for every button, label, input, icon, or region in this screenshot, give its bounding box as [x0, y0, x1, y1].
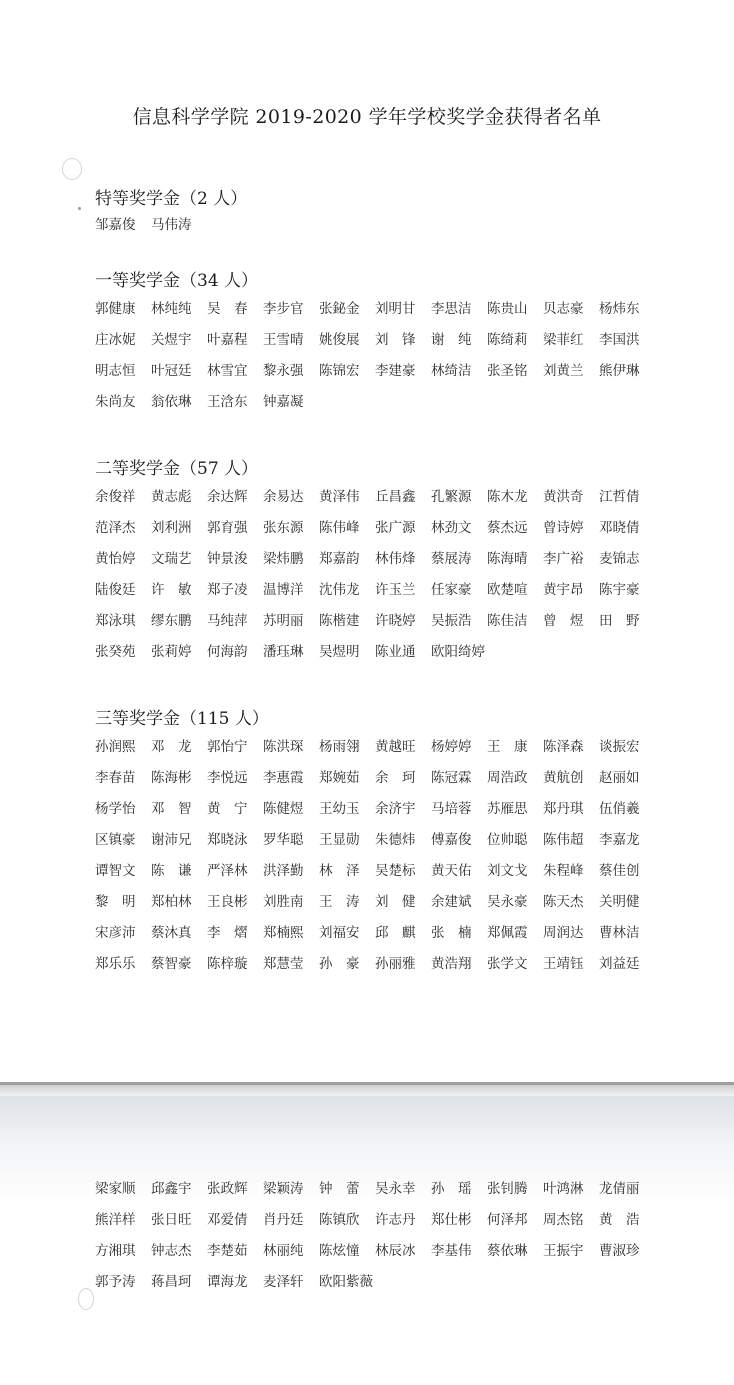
awardee-name: 陈楷建 — [319, 613, 360, 629]
awardee-name: 刘胜南 — [263, 894, 304, 910]
section-special — [95, 187, 655, 246]
awardee-name: 王振宇 — [543, 1243, 584, 1259]
awardee-name: 王良彬 — [207, 894, 248, 910]
awardee-name: 曹淑珍 — [599, 1243, 640, 1259]
awardee-name: 钟志杰 — [151, 1243, 192, 1259]
awardee-name: 李嘉龙 — [599, 832, 640, 848]
awardee-name: 麦泽轩 — [263, 1274, 304, 1290]
awardee-name: 刘益廷 — [599, 956, 640, 972]
awardee-name: 许晓婷 — [375, 613, 416, 629]
awardee-name: 吴永幸 — [375, 1181, 416, 1197]
awardee-name: 郑泳琪 — [95, 613, 136, 629]
awardee-name: 郭健康 — [95, 301, 136, 317]
awardee-name: 邓 智 — [151, 801, 192, 817]
awardee-name: 张莉婷 — [151, 644, 192, 660]
awardee-name: 黄洪奇 — [543, 489, 584, 505]
awardee-name: 张日旺 — [151, 1212, 192, 1228]
awardee-name: 马伟涛 — [151, 217, 192, 233]
awardee-name: 谢 纯 — [431, 332, 472, 348]
awardee-name: 陆俊廷 — [95, 582, 136, 598]
awardee-name: 蔡沐真 — [151, 925, 192, 941]
awardee-name: 龙倩丽 — [599, 1181, 640, 1197]
awardee-name: 欧楚喧 — [487, 582, 528, 598]
name-list — [95, 737, 655, 985]
document-title: 信息科学学院 2019-2020 学年学校奖学金获得者名单 — [132, 106, 602, 128]
awardee-name: 罗华聪 — [263, 832, 304, 848]
awardee-name: 贝志豪 — [543, 301, 584, 317]
awardee-name: 陈宇豪 — [599, 582, 640, 598]
awardee-name: 钟景浚 — [207, 551, 248, 567]
punch-hole-mark — [78, 1288, 94, 1310]
awardee-name: 钟 蕾 — [319, 1181, 360, 1197]
awardee-name: 王 康 — [487, 739, 528, 755]
awardee-name: 何海韵 — [207, 644, 248, 660]
awardee-name: 张东源 — [263, 520, 304, 536]
awardee-name: 李悦远 — [207, 770, 248, 786]
awardee-name: 林辰冰 — [375, 1243, 416, 1259]
awardee-name: 孔繁源 — [431, 489, 472, 505]
awardee-name: 郑柏林 — [151, 894, 192, 910]
awardee-name: 陈木龙 — [487, 489, 528, 505]
awardee-name: 郑丹琪 — [543, 801, 584, 817]
awardee-name: 吴煜明 — [319, 644, 360, 660]
awardee-name: 邹嘉俊 — [95, 217, 136, 233]
awardee-name: 曾诗婷 — [543, 520, 584, 536]
awardee-name: 陈泽森 — [543, 739, 584, 755]
awardee-name: 杨炜东 — [599, 301, 640, 317]
awardee-name: 王 涛 — [319, 894, 360, 910]
awardee-name: 梁颖涛 — [263, 1181, 304, 1197]
awardee-name: 朱德炜 — [375, 832, 416, 848]
awardee-name: 潘珏琳 — [263, 644, 304, 660]
awardee-name: 关明健 — [599, 894, 640, 910]
awardee-name: 庄冰妮 — [95, 332, 136, 348]
awardee-name: 苏明丽 — [263, 613, 304, 629]
awardee-name: 刘 锋 — [375, 332, 416, 348]
awardee-name: 蔡智豪 — [151, 956, 192, 972]
awardee-name: 任家豪 — [431, 582, 472, 598]
awardee-name: 黄越旺 — [375, 739, 416, 755]
name-list — [95, 215, 655, 246]
awardee-name: 陈海彬 — [151, 770, 192, 786]
awardee-name: 李惠霞 — [263, 770, 304, 786]
scan-speck — [78, 207, 81, 210]
awardee-name: 黄天佑 — [431, 863, 472, 879]
awardee-name: 何泽邦 — [487, 1212, 528, 1228]
awardee-name: 曹林洁 — [599, 925, 640, 941]
awardee-name: 林劲文 — [431, 520, 472, 536]
awardee-name: 孙丽雅 — [375, 956, 416, 972]
awardee-name: 林绮洁 — [431, 363, 472, 379]
awardee-name: 江哲倩 — [599, 489, 640, 505]
awardee-name: 谭海龙 — [207, 1274, 248, 1290]
awardee-name: 陈梓璇 — [207, 956, 248, 972]
awardee-name: 欧阳紫薇 — [319, 1274, 373, 1290]
awardee-name: 郑仕彬 — [431, 1212, 472, 1228]
awardee-name: 朱尚友 — [95, 394, 136, 410]
awardee-name: 许志丹 — [375, 1212, 416, 1228]
awardee-name: 陈洪琛 — [263, 739, 304, 755]
awardee-name: 李建豪 — [375, 363, 416, 379]
name-list — [95, 1179, 655, 1303]
awardee-name: 梁炜鹏 — [263, 551, 304, 567]
awardee-name: 梁家顺 — [95, 1181, 136, 1197]
awardee-name: 蔡依琳 — [487, 1243, 528, 1259]
awardee-name: 宋彦沛 — [95, 925, 136, 941]
awardee-name: 苏雁思 — [487, 801, 528, 817]
awardee-name: 蔡佳创 — [599, 863, 640, 879]
awardee-name: 谈振宏 — [599, 739, 640, 755]
awardee-name: 谭智文 — [95, 863, 136, 879]
awardee-name: 缪东鹏 — [151, 613, 192, 629]
section-heading: 三等奖学金（115 人） — [95, 709, 269, 729]
awardee-name: 黎永强 — [263, 363, 304, 379]
awardee-name: 区镇豪 — [95, 832, 136, 848]
awardee-name: 李 熠 — [207, 925, 248, 941]
awardee-name: 明志恒 — [95, 363, 136, 379]
awardee-name: 李思洁 — [431, 301, 472, 317]
awardee-name: 刘 健 — [375, 894, 416, 910]
awardee-name: 黄泽伟 — [319, 489, 360, 505]
page-separator-edge — [0, 1082, 734, 1085]
awardee-name: 郑婉茹 — [319, 770, 360, 786]
awardee-name: 黄 宁 — [207, 801, 248, 817]
awardee-name: 黎 明 — [95, 894, 136, 910]
awardee-name: 王幼玉 — [319, 801, 360, 817]
awardee-name: 姚俊展 — [319, 332, 360, 348]
awardee-name: 张政辉 — [207, 1181, 248, 1197]
awardee-name: 黄志彪 — [151, 489, 192, 505]
name-list — [95, 299, 655, 423]
awardee-name: 肖丹廷 — [263, 1212, 304, 1228]
awardee-name: 王浛东 — [207, 394, 248, 410]
awardee-name: 王显勋 — [319, 832, 360, 848]
awardee-name: 周润达 — [543, 925, 584, 941]
awardee-name: 田 野 — [599, 613, 640, 629]
awardee-name: 张圣铭 — [487, 363, 528, 379]
awardee-name: 郑佩霞 — [487, 925, 528, 941]
name-list — [95, 487, 655, 673]
awardee-name: 李基伟 — [431, 1243, 472, 1259]
awardee-name: 陈锦宏 — [319, 363, 360, 379]
awardee-name: 蔡杰远 — [487, 520, 528, 536]
awardee-name: 丘昌鑫 — [375, 489, 416, 505]
awardee-name: 林伟烽 — [375, 551, 416, 567]
awardee-name: 熊伊琳 — [599, 363, 640, 379]
awardee-name: 关煜宇 — [151, 332, 192, 348]
awardee-name: 李步官 — [263, 301, 304, 317]
awardee-name: 陈镇欣 — [319, 1212, 360, 1228]
awardee-name: 孙润熙 — [95, 739, 136, 755]
awardee-name: 温博洋 — [263, 582, 304, 598]
awardee-name: 郑子凌 — [207, 582, 248, 598]
awardee-name: 范泽杰 — [95, 520, 136, 536]
awardee-name: 蔡展涛 — [431, 551, 472, 567]
awardee-name: 黄航创 — [543, 770, 584, 786]
awardee-name: 文瑞艺 — [151, 551, 192, 567]
awardee-name: 吴楚标 — [375, 863, 416, 879]
awardee-name: 曾 煜 — [543, 613, 584, 629]
awardee-name: 洪泽勤 — [263, 863, 304, 879]
awardee-name: 钟嘉凝 — [263, 394, 304, 410]
awardee-name: 邱鑫宇 — [151, 1181, 192, 1197]
awardee-name: 伍俏羲 — [599, 801, 640, 817]
awardee-name: 熊洋样 — [95, 1212, 136, 1228]
awardee-name: 李广裕 — [543, 551, 584, 567]
awardee-name: 张鉍金 — [319, 301, 360, 317]
awardee-name: 孙 瑶 — [431, 1181, 472, 1197]
awardee-name: 张广源 — [375, 520, 416, 536]
awardee-name: 林纯纯 — [151, 301, 192, 317]
awardee-name: 郑乐乐 — [95, 956, 136, 972]
awardee-name: 许 敏 — [151, 582, 192, 598]
awardee-name: 邓 龙 — [151, 739, 192, 755]
awardee-name: 张癸苑 — [95, 644, 136, 660]
awardee-name: 方湘琪 — [95, 1243, 136, 1259]
awardee-name: 郭怡宁 — [207, 739, 248, 755]
awardee-name: 郑慧莹 — [263, 956, 304, 972]
awardee-name: 杨婷婷 — [431, 739, 472, 755]
awardee-name: 余俊祥 — [95, 489, 136, 505]
awardee-name: 吴永豪 — [487, 894, 528, 910]
awardee-name: 林雪宜 — [207, 363, 248, 379]
awardee-name: 周浩政 — [487, 770, 528, 786]
awardee-name: 王雪晴 — [263, 332, 304, 348]
awardee-name: 陈绮莉 — [487, 332, 528, 348]
section-second-class — [95, 456, 655, 673]
awardee-name: 刘福安 — [319, 925, 360, 941]
awardee-name: 朱程峰 — [543, 863, 584, 879]
awardee-name: 陈天杰 — [543, 894, 584, 910]
awardee-name: 郑嘉韵 — [319, 551, 360, 567]
awardee-name: 陈海晴 — [487, 551, 528, 567]
awardee-name: 张 楠 — [431, 925, 472, 941]
awardee-name: 叶冠廷 — [151, 363, 192, 379]
awardee-name: 邱 麒 — [375, 925, 416, 941]
awardee-name: 欧阳绮婷 — [431, 644, 485, 660]
awardee-name: 陈业通 — [375, 644, 416, 660]
awardee-name: 傅嘉俊 — [431, 832, 472, 848]
awardee-name: 郑楠熙 — [263, 925, 304, 941]
awardee-name: 黄怡婷 — [95, 551, 136, 567]
section-heading: 一等奖学金（34 人） — [95, 271, 259, 291]
awardee-name: 翁依琳 — [151, 394, 192, 410]
awardee-name: 陈佳洁 — [487, 613, 528, 629]
awardee-name: 杨学怡 — [95, 801, 136, 817]
awardee-name: 陈炫憧 — [319, 1243, 360, 1259]
section-third-class — [95, 706, 655, 985]
awardee-name: 陈冠霖 — [431, 770, 472, 786]
awardee-name: 陈伟峰 — [319, 520, 360, 536]
awardee-name: 黄浩翔 — [431, 956, 472, 972]
awardee-name: 郭予涛 — [95, 1274, 136, 1290]
awardee-name: 许玉兰 — [375, 582, 416, 598]
awardee-name: 邓爱倩 — [207, 1212, 248, 1228]
awardee-name: 严泽林 — [207, 863, 248, 879]
awardee-name: 邓晓倩 — [599, 520, 640, 536]
awardee-name: 刘明甘 — [375, 301, 416, 317]
awardee-name: 刘黄兰 — [543, 363, 584, 379]
section-first-class — [95, 268, 655, 423]
awardee-name: 陈 谦 — [151, 863, 192, 879]
awardee-name: 陈伟超 — [543, 832, 584, 848]
awardee-name: 杨雨翎 — [319, 739, 360, 755]
awardee-name: 吴 春 — [207, 301, 248, 317]
awardee-name: 刘利洲 — [151, 520, 192, 536]
awardee-name: 刘文戈 — [487, 863, 528, 879]
awardee-name: 赵丽如 — [599, 770, 640, 786]
awardee-name: 林 泽 — [319, 863, 360, 879]
awardee-name: 余 珂 — [375, 770, 416, 786]
awardee-name: 郑晓泳 — [207, 832, 248, 848]
awardee-name: 麦锦志 — [599, 551, 640, 567]
awardee-name: 张学文 — [487, 956, 528, 972]
awardee-name: 蒋昌珂 — [151, 1274, 192, 1290]
awardee-name: 余达辉 — [207, 489, 248, 505]
awardee-name: 周杰铭 — [543, 1212, 584, 1228]
awardee-name: 沈伟龙 — [319, 582, 360, 598]
awardee-name: 叶嘉程 — [207, 332, 248, 348]
awardee-name: 李春苗 — [95, 770, 136, 786]
awardee-name: 林丽纯 — [263, 1243, 304, 1259]
awardee-name: 位帅聪 — [487, 832, 528, 848]
awardee-name: 黄 浩 — [599, 1212, 640, 1228]
awardee-name: 郭育强 — [207, 520, 248, 536]
awardee-name: 陈贵山 — [487, 301, 528, 317]
awardee-name: 王靖钰 — [543, 956, 584, 972]
awardee-name: 李国洪 — [599, 332, 640, 348]
section-heading: 二等奖学金（57 人） — [95, 459, 259, 479]
awardee-name: 梁菲红 — [543, 332, 584, 348]
awardee-name: 余建斌 — [431, 894, 472, 910]
awardee-name: 陈健煜 — [263, 801, 304, 817]
awardee-name: 叶鸿淋 — [543, 1181, 584, 1197]
awardee-name: 余济宇 — [375, 801, 416, 817]
section-heading: 特等奖学金（2 人） — [95, 189, 248, 209]
awardee-name: 马培蓉 — [431, 801, 472, 817]
awardee-name: 李楚茹 — [207, 1243, 248, 1259]
awardee-name: 黄宇昂 — [543, 582, 584, 598]
awardee-name: 余易达 — [263, 489, 304, 505]
awardee-name: 谢沛兄 — [151, 832, 192, 848]
awardee-name: 吴振浩 — [431, 613, 472, 629]
punch-hole-mark — [62, 158, 82, 180]
section-third-class-continued — [95, 1179, 655, 1303]
awardee-name: 张钊腾 — [487, 1181, 528, 1197]
awardee-name: 马纯萍 — [207, 613, 248, 629]
awardee-name: 孙 豪 — [319, 956, 360, 972]
document-page-2 — [0, 1096, 734, 1385]
